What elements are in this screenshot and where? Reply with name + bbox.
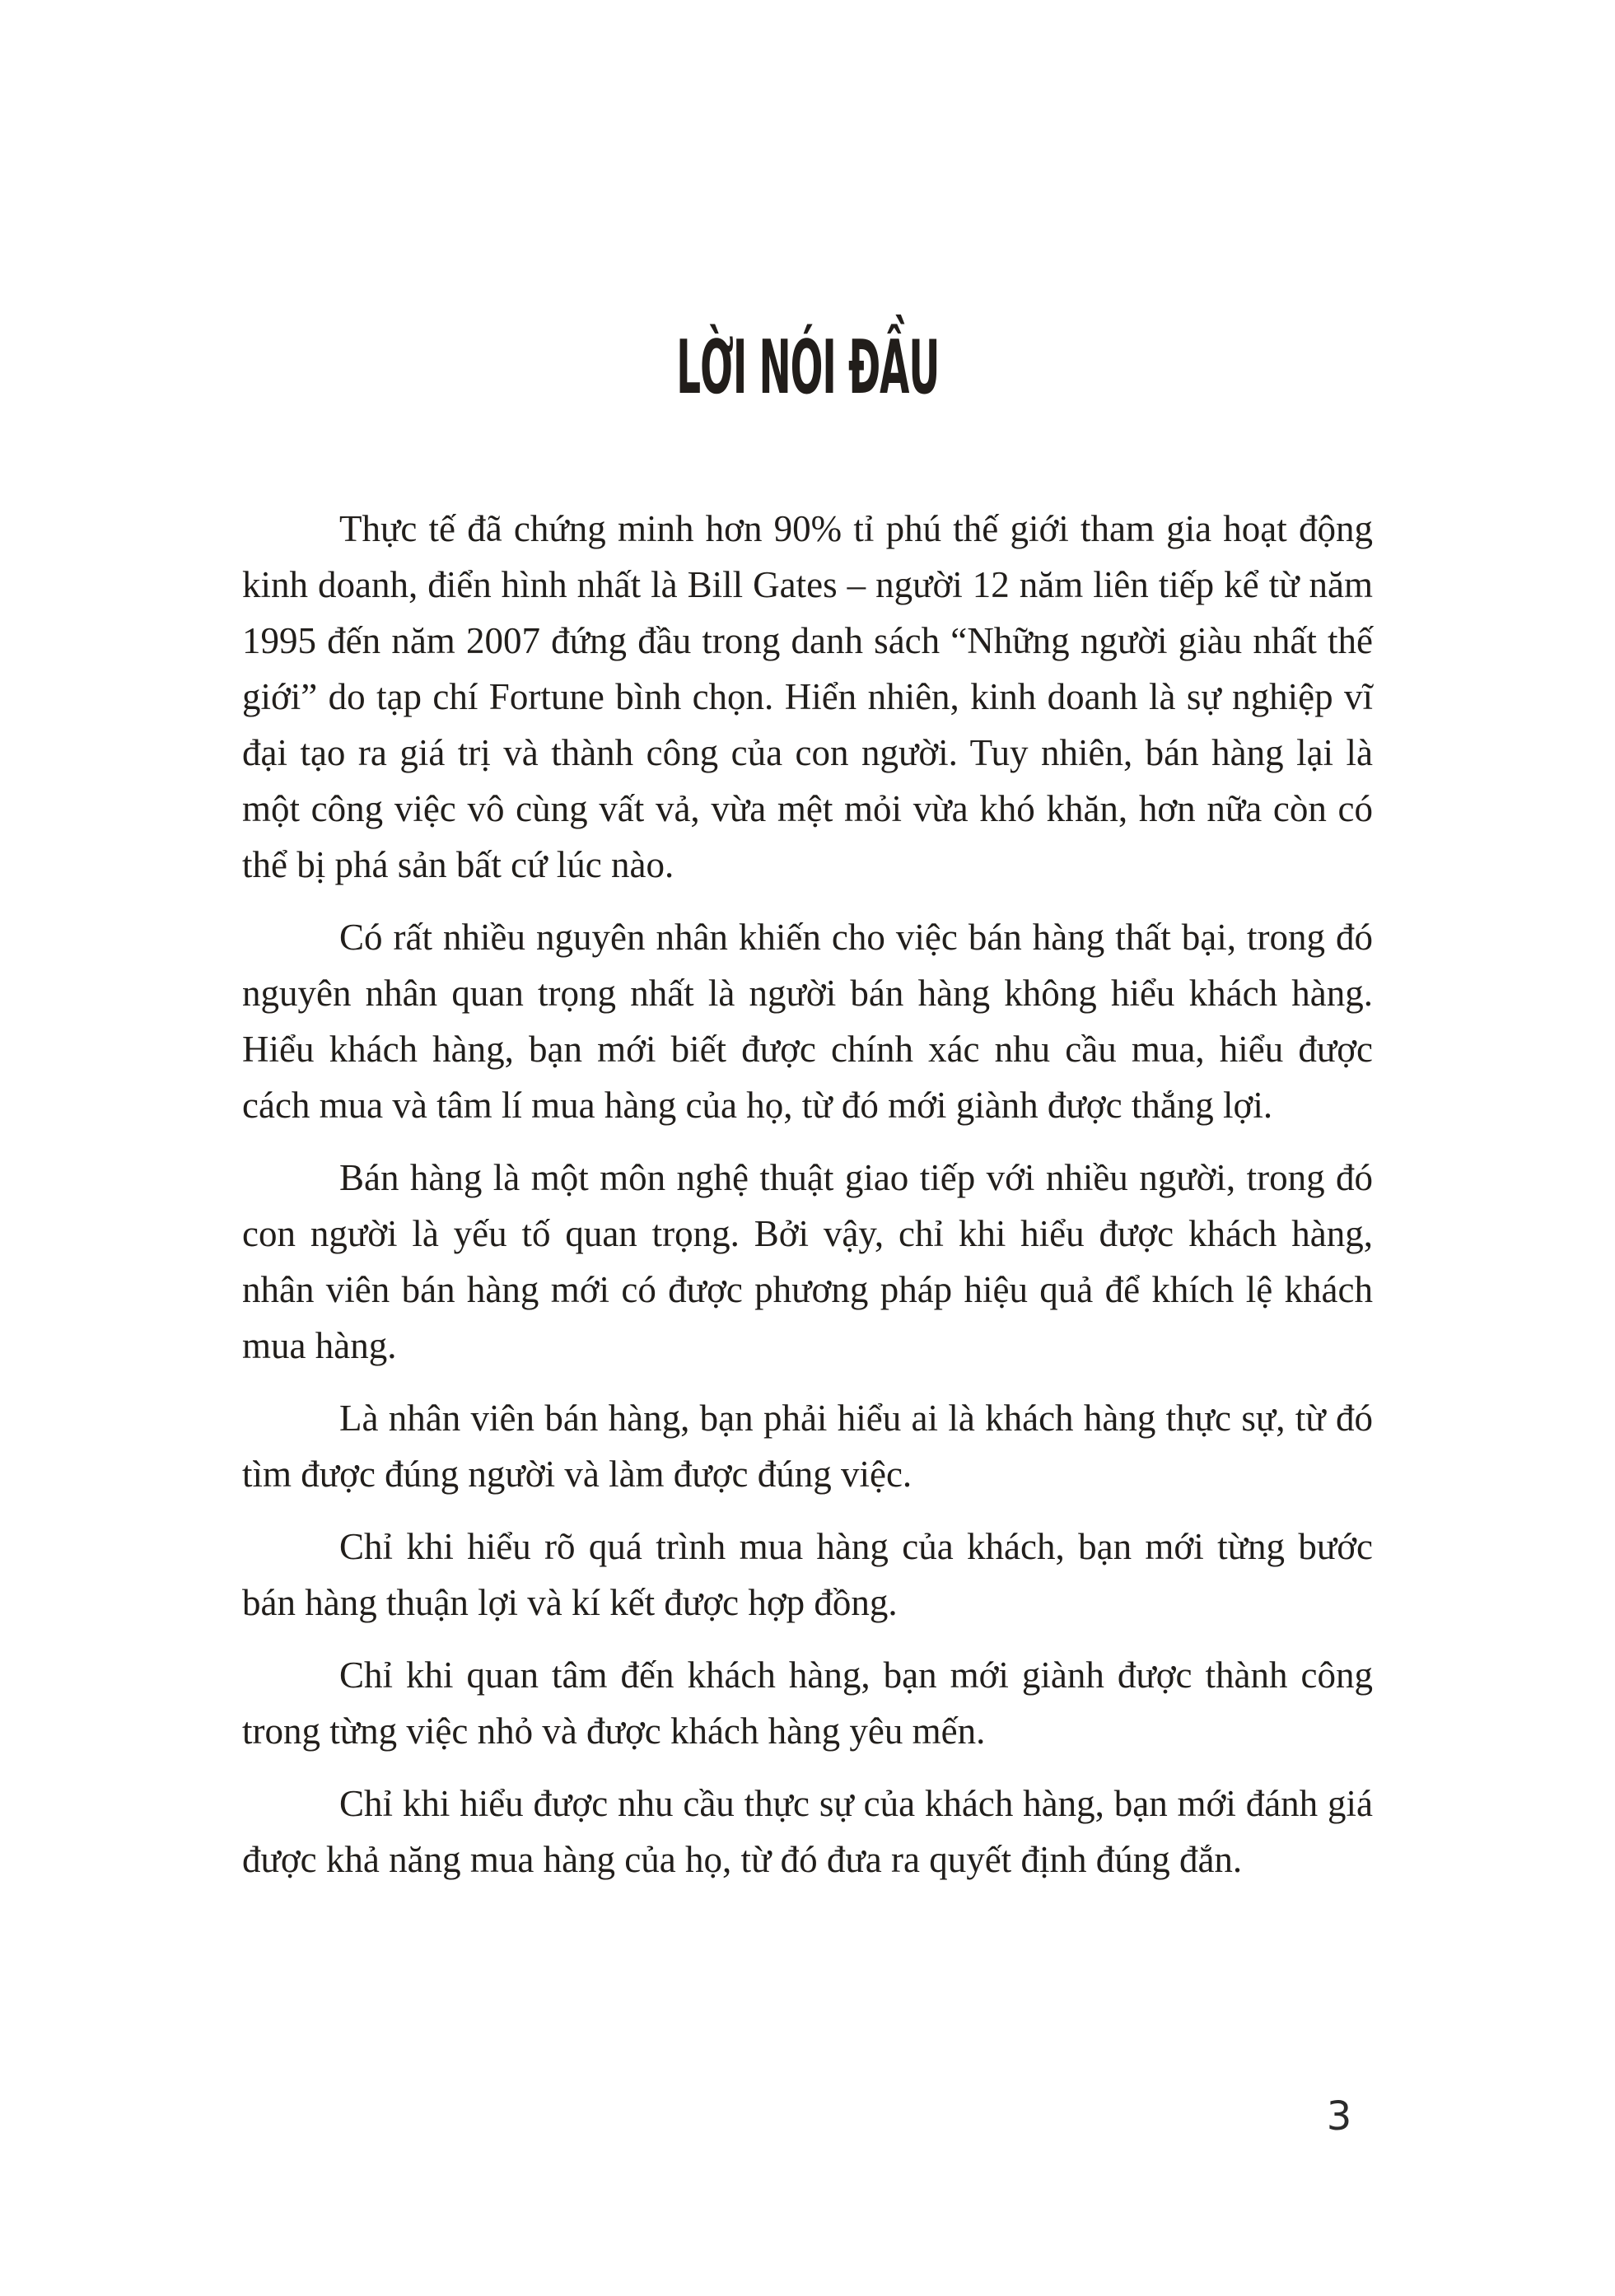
paragraph-6: Chỉ khi quan tâm đến khách hàng, bạn mới giành được thành công trong từng việc nhỏ và được khách hàng yêu mến. [242,1654,1373,1752]
page-title [0,324,1615,411]
page-title-text: LỜI NÓI ĐẦU [675,324,940,411]
paragraph-3: Bán hàng là một môn nghệ thuật giao tiếp với nhiều người, trong đó con người là yếu tố quan trọng. Bởi vậy, chỉ khi hiểu được khách hàng, nhân viên bán hàng mới có được phương pháp hiệu quả để khích lệ khách mua hàng. [242,1157,1373,1366]
paragraph-7: Chỉ khi hiểu được nhu cầu thực sự của khách hàng, bạn mới đánh giá được khả năng mua hàng của họ, từ đó đưa ra quyết định đúng đắn. [242,1783,1373,1880]
paragraph-1: Thực tế đã chứng minh hơn 90% tỉ phú thế giới tham gia hoạt động kinh doanh, điển hình nhất là Bill Gates – người 12 năm liên tiếp kể từ năm 1995 đến năm 2007 đứng đầu trong danh sách “Những người giàu nhất thế giới” do tạp chí Fortune bình chọn. Hiển nhiên, kinh doanh là sự nghiệp vĩ đại tạo ra giá trị và thành công của con người. Tuy nhiên, bán hàng lại là một công việc vô cùng vất vả, vừa mệt mỏi vừa khó khăn, hơn nữa còn có thể bị phá sản bất cứ lúc nào. [242,508,1373,885]
preface-body [242,501,1373,1904]
paragraph-4: Là nhân viên bán hàng, bạn phải hiểu ai là khách hàng thực sự, từ đó tìm được đúng người và làm được đúng việc. [242,1398,1373,1495]
paragraph-2: Có rất nhiều nguyên nhân khiến cho việc bán hàng thất bại, trong đó nguyên nhân quan trọng nhất là người bán hàng không hiểu khách hàng. Hiểu khách hàng, bạn mới biết được chính xác nhu cầu mua, hiểu được cách mua và tâm lí mua hàng của họ, từ đó mới giành được thắng lợi. [242,917,1373,1126]
page-number: 3 [1326,2093,1352,2140]
paragraph-5: Chỉ khi hiểu rõ quá trình mua hàng của khách, bạn mới từng bước bán hàng thuận lợi và kí kết được hợp đồng. [242,1526,1373,1623]
